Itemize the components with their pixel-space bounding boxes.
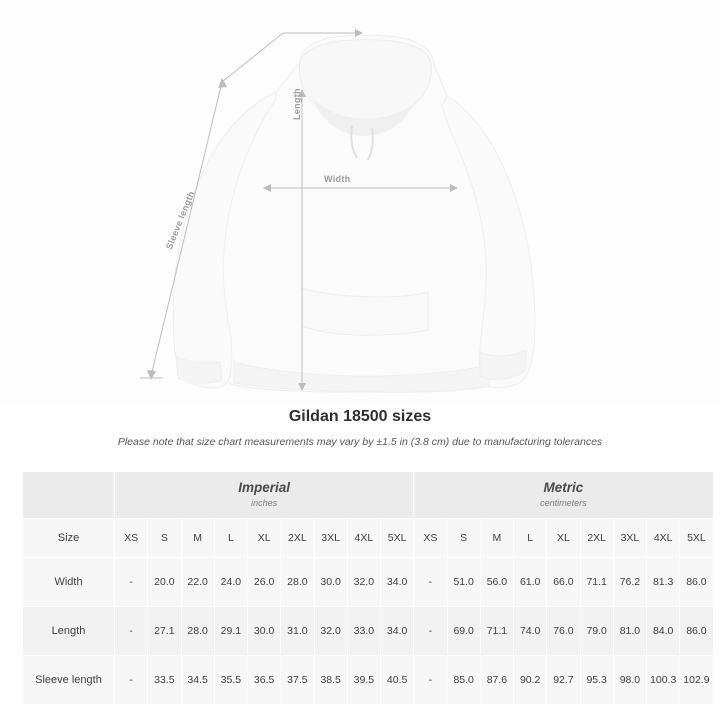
cell-length-metric-xl: 76.0 [547, 607, 580, 656]
size-header-metric-4xl: 4XL [647, 519, 680, 558]
group-imperial-name: Imperial [238, 479, 291, 495]
cell-sleeve-metric-5xl: 102.9 [680, 656, 713, 705]
cell-length-imperial-3xl: 32.0 [314, 607, 347, 656]
cell-length-metric-4xl: 84.0 [647, 607, 680, 656]
cell-width-imperial-5xl: 34.0 [381, 558, 414, 607]
cell-width-metric-s: 51.0 [447, 558, 480, 607]
unit-group-row [23, 472, 714, 519]
cell-length-imperial-s: 27.1 [148, 607, 181, 656]
cell-sleeve-imperial-m: 34.5 [181, 656, 214, 705]
cell-length-imperial-4xl: 33.0 [347, 607, 380, 656]
cell-sleeve-imperial-xs: - [115, 656, 148, 705]
size-chart-table [22, 471, 714, 705]
cell-length-metric-3xl: 81.0 [613, 607, 646, 656]
group-row-spacer [23, 472, 115, 519]
cell-length-imperial-m: 28.0 [181, 607, 214, 656]
size-header-metric-5xl: 5XL [680, 519, 713, 558]
cell-length-metric-xs: - [414, 607, 447, 656]
cell-sleeve-metric-m: 87.6 [480, 656, 513, 705]
cell-sleeve-metric-xs: - [414, 656, 447, 705]
cell-length-metric-s: 69.0 [447, 607, 480, 656]
cell-width-imperial-4xl: 32.0 [347, 558, 380, 607]
cell-width-imperial-xl: 26.0 [248, 558, 281, 607]
group-metric-name: Metric [543, 479, 584, 495]
cell-width-imperial-xs: - [115, 558, 148, 607]
cell-width-metric-l: 61.0 [514, 558, 547, 607]
row-label-width: Width [23, 558, 115, 607]
size-header-metric-3xl: 3XL [613, 519, 646, 558]
cell-sleeve-metric-3xl: 98.0 [613, 656, 646, 705]
size-header-imperial-5xl: 5XL [381, 519, 414, 558]
table-row [23, 656, 714, 705]
table-row [23, 607, 714, 656]
cell-width-imperial-m: 22.0 [181, 558, 214, 607]
cell-sleeve-imperial-4xl: 39.5 [347, 656, 380, 705]
cell-width-metric-4xl: 81.3 [647, 558, 680, 607]
cell-width-metric-5xl: 86.0 [680, 558, 713, 607]
cell-width-metric-m: 56.0 [480, 558, 513, 607]
cell-length-metric-l: 74.0 [514, 607, 547, 656]
size-header-imperial-l: L [214, 519, 247, 558]
table-row [23, 558, 714, 607]
cell-length-imperial-l: 29.1 [214, 607, 247, 656]
size-header-metric-2xl: 2XL [580, 519, 613, 558]
cell-sleeve-imperial-5xl: 40.5 [381, 656, 414, 705]
size-header-imperial-xs: XS [115, 519, 148, 558]
cell-sleeve-metric-2xl: 95.3 [580, 656, 613, 705]
cell-width-imperial-s: 20.0 [148, 558, 181, 607]
cell-width-metric-2xl: 71.1 [580, 558, 613, 607]
cell-sleeve-metric-xl: 92.7 [547, 656, 580, 705]
hoodie-shape [173, 35, 535, 392]
size-header-imperial-3xl: 3XL [314, 519, 347, 558]
cell-sleeve-imperial-2xl: 37.5 [281, 656, 314, 705]
cell-sleeve-metric-4xl: 100.3 [647, 656, 680, 705]
size-header-label: Size [23, 519, 115, 558]
cell-sleeve-metric-l: 90.2 [514, 656, 547, 705]
size-header-imperial-xl: XL [248, 519, 281, 558]
length-dimension-label: Length [292, 88, 302, 120]
cell-width-imperial-2xl: 28.0 [281, 558, 314, 607]
group-metric-unit: centimeters [540, 497, 587, 508]
cell-sleeve-imperial-xl: 36.5 [248, 656, 281, 705]
cell-width-metric-3xl: 76.2 [613, 558, 646, 607]
cell-width-metric-xs: - [414, 558, 447, 607]
size-header-imperial-s: S [148, 519, 181, 558]
size-header-metric-xl: XL [547, 519, 580, 558]
cell-length-imperial-xl: 30.0 [248, 607, 281, 656]
size-header-metric-l: L [514, 519, 547, 558]
cell-width-metric-xl: 66.0 [547, 558, 580, 607]
cell-length-metric-5xl: 86.0 [680, 607, 713, 656]
width-dimension-label: Width [324, 174, 351, 184]
size-header-metric-xs: XS [414, 519, 447, 558]
row-label-length: Length [23, 607, 115, 656]
group-metric [414, 472, 713, 519]
cell-length-metric-m: 71.1 [480, 607, 513, 656]
cell-width-imperial-l: 24.0 [214, 558, 247, 607]
cell-sleeve-imperial-s: 33.5 [148, 656, 181, 705]
cell-sleeve-metric-s: 85.0 [447, 656, 480, 705]
tolerance-note: Please note that size chart measurements may vary by ±1.5 in (3.8 cm) due to manufacturing tolerances [117, 436, 603, 448]
size-header-metric-m: M [480, 519, 513, 558]
sleeve-length-dimension-label: Sleeve length [164, 189, 197, 251]
cell-length-imperial-2xl: 31.0 [281, 607, 314, 656]
cell-sleeve-imperial-3xl: 38.5 [314, 656, 347, 705]
cell-length-imperial-5xl: 34.0 [381, 607, 414, 656]
size-header-imperial-2xl: 2XL [281, 519, 314, 558]
page-title: Gildan 18500 sizes [288, 408, 432, 425]
cell-length-imperial-xs: - [115, 607, 148, 656]
cell-width-imperial-3xl: 30.0 [314, 558, 347, 607]
size-header-metric-s: S [447, 519, 480, 558]
cell-length-metric-2xl: 79.0 [580, 607, 613, 656]
group-imperial-unit: inches [251, 497, 278, 508]
size-header-imperial-4xl: 4XL [347, 519, 380, 558]
group-imperial [115, 472, 414, 519]
title-block [0, 408, 720, 448]
size-header-row [23, 519, 714, 558]
size-header-imperial-m: M [181, 519, 214, 558]
cell-sleeve-imperial-l: 35.5 [214, 656, 247, 705]
row-label-sleeve-length: Sleeve length [23, 656, 115, 705]
